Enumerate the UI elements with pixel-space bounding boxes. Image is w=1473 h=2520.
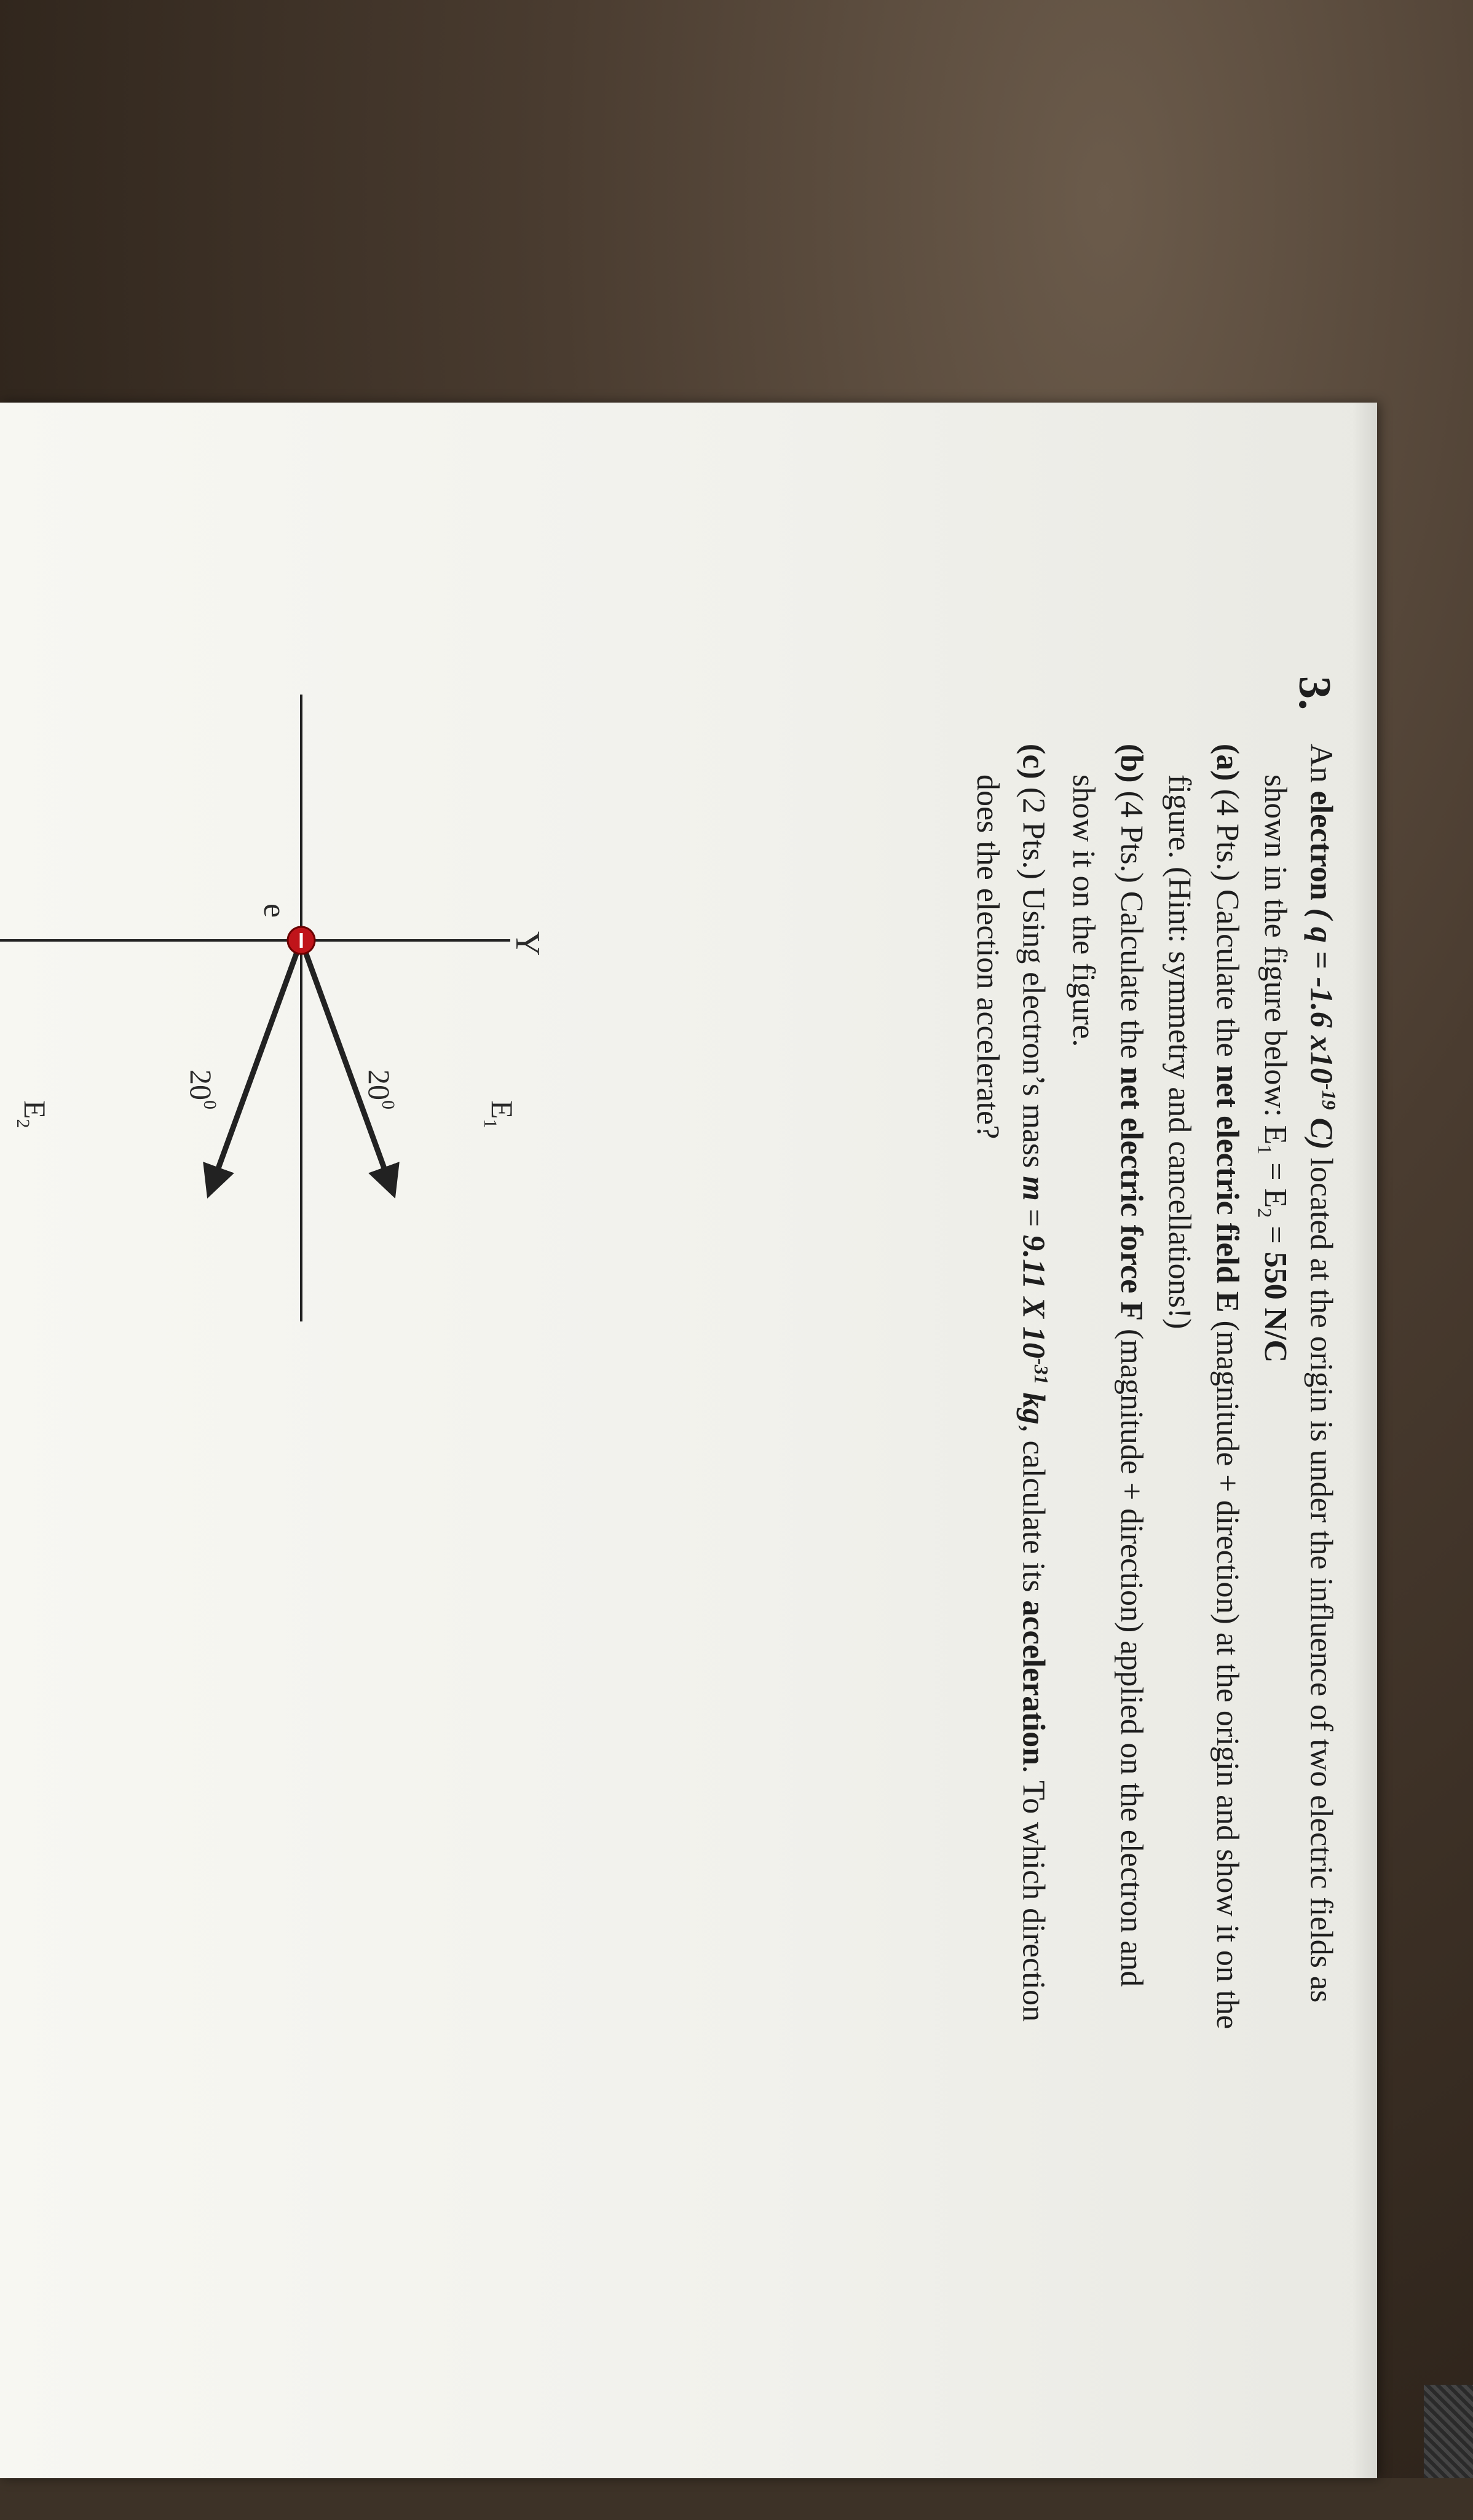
text-segment: . To which direction	[1016, 1765, 1051, 2022]
charge-open: (	[1303, 900, 1339, 927]
text-segment: =	[1258, 1218, 1293, 1252]
part-a-label: (a)	[1210, 744, 1245, 781]
text-segment: =	[1016, 1200, 1051, 1235]
mass-symbol: m	[1016, 1176, 1051, 1201]
fabric-corner	[1424, 2385, 1473, 2478]
origin-label: e	[257, 904, 292, 918]
text-segment: (4 Pts.) Calculate the	[1114, 782, 1149, 1067]
text-segment: located at the origin is under the influence of two electric fields as	[1303, 1149, 1339, 2003]
subscript-1: 1	[1254, 1144, 1276, 1155]
part-b-label: (b)	[1114, 744, 1149, 783]
field-value: 550 N/C	[1258, 1251, 1293, 1363]
text-segment: An	[1303, 744, 1339, 791]
text-segment: , calculate its	[1016, 1424, 1051, 1601]
problem-statement-line-2	[1255, 774, 1291, 1363]
charge-unit: C)	[1303, 1109, 1339, 1150]
e2-vector	[213, 940, 301, 1183]
problem-number: 3.	[1289, 676, 1340, 711]
problem-statement-line-1	[1305, 744, 1339, 2002]
e1-label: $E_1$	[480, 1100, 519, 1128]
subscript-2: 2	[1254, 1208, 1276, 1218]
angle-2-label: $20^0$	[184, 1069, 220, 1109]
angle-1-label: $20^0$	[362, 1069, 398, 1109]
part-a-line-2: figure. (Hint: symmetry and cancellations!)	[1162, 774, 1197, 1329]
part-b-line-1	[1115, 744, 1147, 1986]
text-segment: shown in the figure below: E	[1258, 774, 1293, 1145]
part-a-line-1	[1211, 744, 1243, 2029]
text-segment: (magnitude + direction) applied on the electron and	[1114, 1320, 1149, 1987]
charge-value: q = -1.6 x10	[1303, 926, 1339, 1084]
part-c-line-1	[1017, 744, 1051, 2022]
bold-term: net electric force F	[1114, 1066, 1149, 1321]
problem-content	[0, 676, 1377, 2520]
bold-term: acceleration	[1016, 1600, 1051, 1765]
bold-term: net electric field E	[1210, 1065, 1245, 1313]
part-c-line-2: does the election accelerate?	[970, 774, 1005, 1140]
text-segment: = E	[1258, 1154, 1293, 1208]
e2-label: $E_2$	[13, 1100, 52, 1128]
y-axis-label: Y	[508, 931, 547, 956]
part-b-line-2: show it on the figure.	[1066, 774, 1101, 1047]
field-diagram	[0, 676, 547, 1321]
e1-vector	[301, 940, 390, 1183]
text-segment: (magnitude + direction) at the origin and show it on the	[1210, 1312, 1245, 2030]
bold-electron: electron	[1303, 790, 1339, 900]
charge-exponent: -19	[1318, 1083, 1340, 1110]
part-c-label: (c)	[1016, 744, 1051, 779]
mass-value: 9.11 X 10	[1016, 1235, 1051, 1358]
mass-exponent: -31	[1030, 1358, 1052, 1385]
text-segment: (2 Pts.) Using electron’s mass	[1016, 779, 1051, 1176]
text-segment: (4 Pts.) Calculate the	[1210, 781, 1245, 1065]
mass-unit: kg	[1016, 1384, 1051, 1425]
